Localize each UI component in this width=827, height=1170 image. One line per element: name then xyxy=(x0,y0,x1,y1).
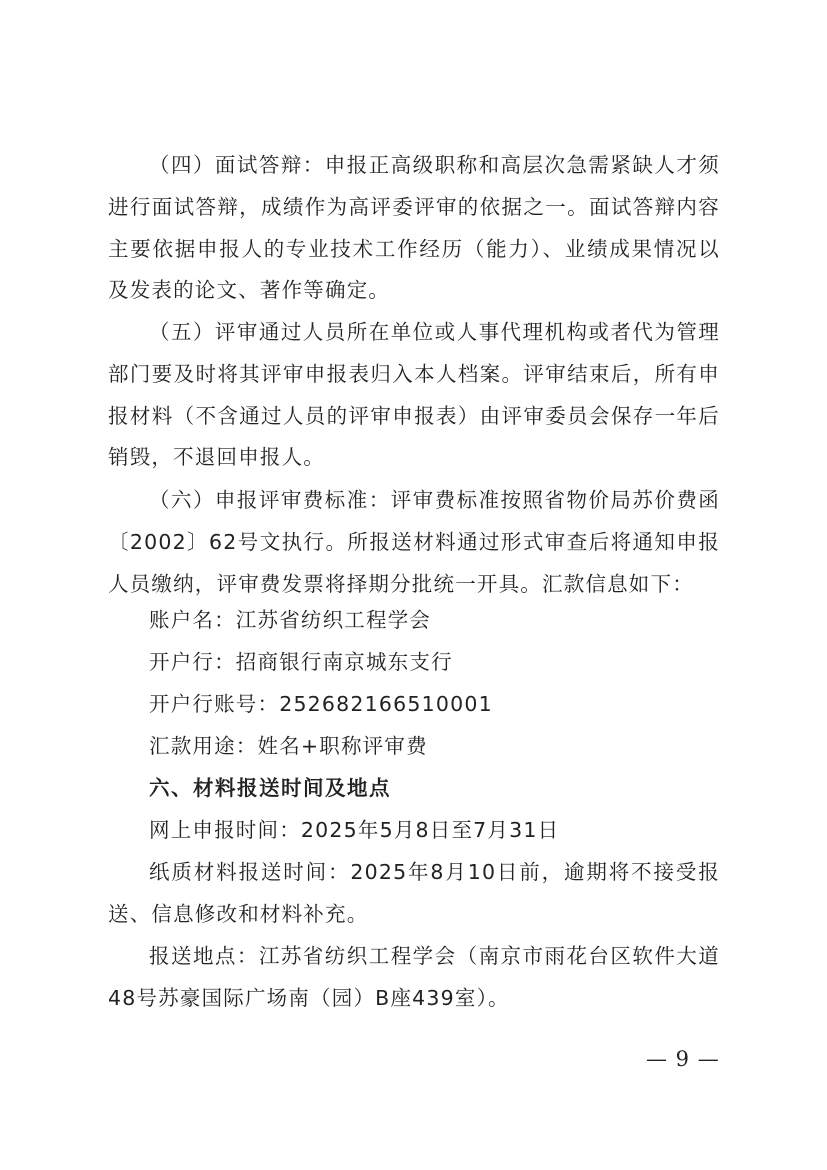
remittance-account-number: 开户行账号：252682166510001 xyxy=(149,692,493,716)
paragraph-interview-defense: （四）面试答辩：申报正高级职称和高层次急需紧缺人才须进行面试答辩，成绩作为高评委评审的依据之一。面试答辩内容主要依据申报人的专业技术工作经历（能力）、业绩成果情况以及发表的论文、著作等确定。 xyxy=(108,153,720,303)
online-submission-time: 网上申报时间：2025年5月8日至7月31日 xyxy=(149,818,560,842)
paragraph-archive: （五）评审通过人员所在单位或人事代理机构或者代为管理部门要及时将其评审申报表归入本人档案。评审结束后，所有申报材料（不含通过人员的评审申报表）由评审委员会保存一年后销毁，不退回申报人。 xyxy=(108,320,720,470)
paper-submission-time: 纸质材料报送时间：2025年8月10日前，逾期将不接受报送、信息修改和材料补充。 xyxy=(108,860,720,926)
remittance-bank: 开户行：招商银行南京城东支行 xyxy=(149,650,453,674)
section-six-heading: 六、材料报送时间及地点 xyxy=(149,776,391,800)
page-number: — 9 — xyxy=(646,1047,720,1071)
submission-location: 报送地点：江苏省纺织工程学会（南京市雨花台区软件大道48号苏豪国际广场南（园）B座439室）。 xyxy=(108,944,720,1010)
remittance-account-name: 账户名：江苏省纺织工程学会 xyxy=(149,608,432,632)
paragraph-review-fee: （六）申报评审费标准：评审费标准按照省物价局苏价费函〔2002〕62号文执行。所报送材料通过形式审查后将通知申报人员缴纳，评审费发票将择期分批统一开具。汇款信息如下： xyxy=(108,488,720,596)
remittance-purpose: 汇款用途：姓名+职称评审费 xyxy=(149,734,428,758)
